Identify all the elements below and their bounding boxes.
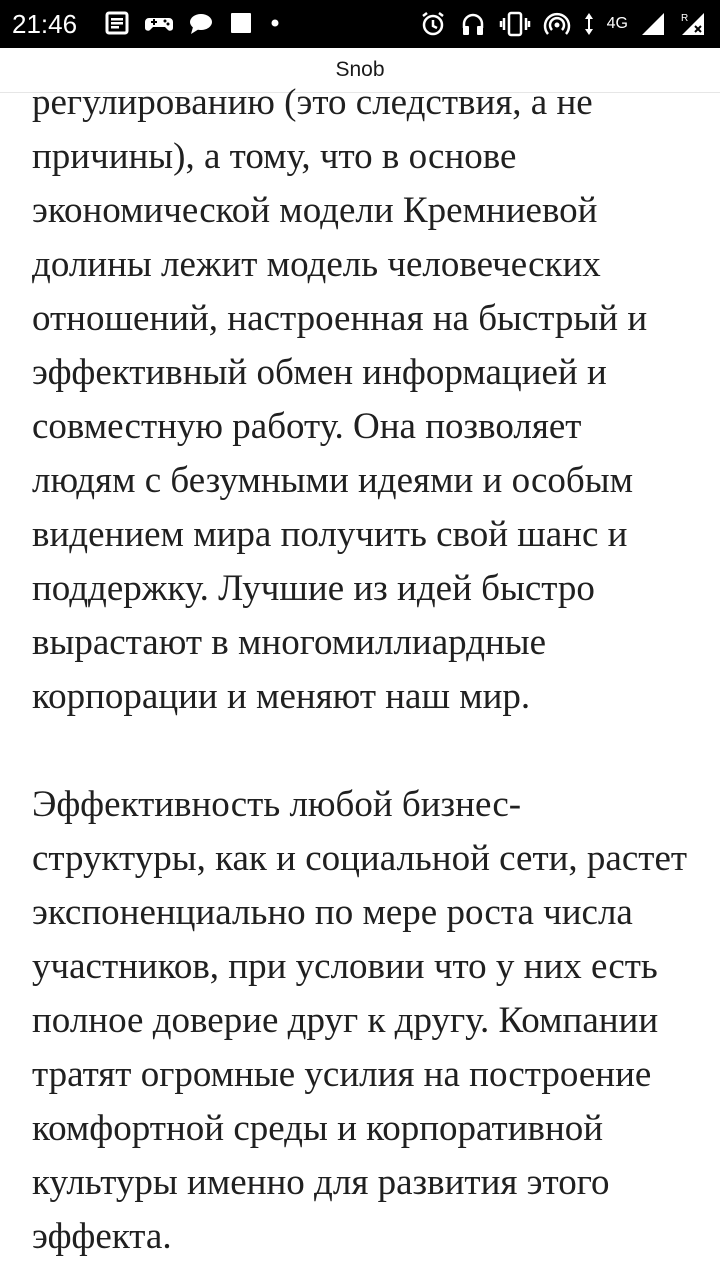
signal-icon xyxy=(640,10,666,38)
status-time: 21:46 xyxy=(12,9,78,39)
chat-bubble-icon xyxy=(188,10,214,36)
notification-icons xyxy=(104,10,282,36)
system-icons xyxy=(419,10,708,38)
alarm-clock-icon xyxy=(419,10,447,38)
data-arrows-icon xyxy=(583,10,595,38)
app-title: Snob xyxy=(335,58,385,81)
roaming-signal-icon xyxy=(678,10,708,38)
hotspot-icon xyxy=(543,10,571,38)
network-type: 4G xyxy=(606,15,628,32)
game-controller-icon xyxy=(144,10,174,36)
dot-icon xyxy=(268,10,282,36)
news-icon xyxy=(104,10,130,36)
square-app-icon xyxy=(228,10,254,36)
article-body xyxy=(32,76,692,1280)
article-paragraph: Эффективность любой бизнес-структуры, как и социальной сети, растет экспоненциально по мере роста числа участников, при условии что у них есть полное доверие друг к другу. Компании тратят огромные усилия на построение комфортной среды и корпоративной культуры именно для развития этого эффекта. xyxy=(32,784,688,1257)
article-paragraph: регулированию (это следствия, а не причины), а тому, что в основе экономической модели Кремниевой долины лежит модель человеческих отношений, настроенная на быстрый и эффективный обмен информацией и совместную работу. Она позволяет людям с безумными идеями и особым видением мира получить свой шанс и поддержку. Лучшие из идей быстро вырастают в многомиллиардные корпорации и меняют наш мир. xyxy=(32,82,648,717)
vibrate-icon xyxy=(499,10,531,38)
svg-text:R: R xyxy=(681,13,689,24)
status-bar xyxy=(0,0,720,48)
headset-icon xyxy=(459,10,487,38)
